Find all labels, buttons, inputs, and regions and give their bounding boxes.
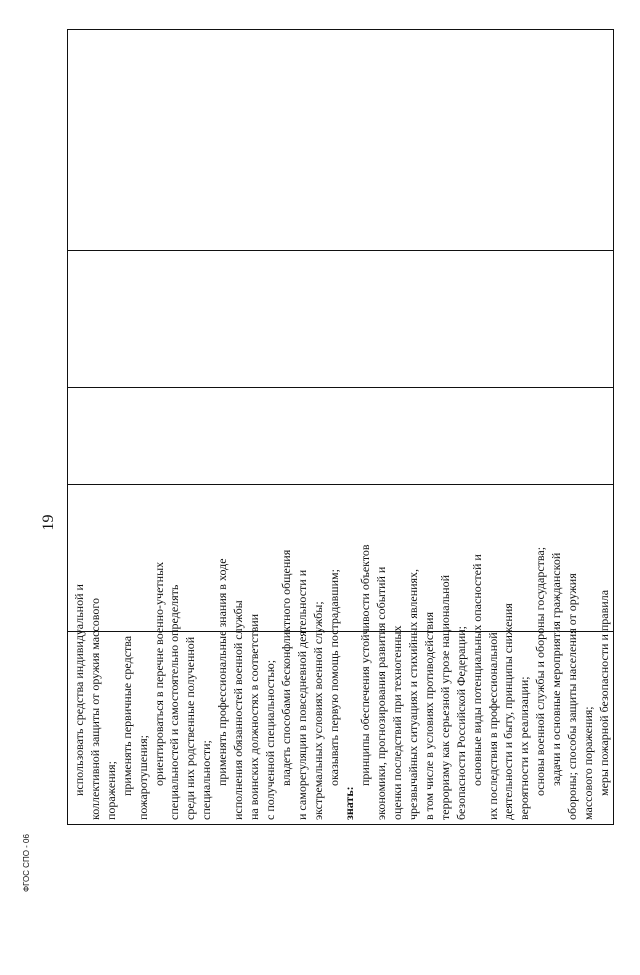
text-line: деятельности и быту, принципы снижения (501, 603, 516, 820)
table-cell (68, 388, 614, 485)
text-line: исполнения обязанностей военной службы (231, 600, 246, 820)
text-line: в том числе в условиях противодействия (421, 611, 436, 820)
text-line: использовать средства индивидуальной и (72, 584, 86, 796)
footer-code: ФГОС СПО - 06 (22, 834, 31, 892)
table-cell (68, 30, 614, 251)
text-line: массового поражения; (581, 706, 595, 820)
text-line: чрезвычайных ситуациях и стихийных явлениях, (406, 568, 421, 820)
text-line: экстремальных условиях военной службы; (310, 601, 325, 820)
text-line: вероятности их реализации; (517, 676, 532, 820)
text-line: терроризму как серьезной угрозе национальной (437, 574, 452, 820)
table-cell (68, 251, 614, 388)
text-line: специальности; (199, 740, 214, 820)
text-line: владеть способами бесконфликтного общения (278, 549, 293, 786)
text-line: обороны; способы защиты населения от оружия (565, 573, 580, 820)
text-line: основные виды потенциальных опасностей и (469, 554, 484, 786)
text-line: применять профессиональные знания в ходе (215, 558, 230, 786)
text-line: задачи и основные мероприятия гражданской (549, 552, 564, 786)
text-line: с полученной специальностью; (262, 659, 277, 820)
standards-table (67, 35, 611, 825)
text-line: на воинских должностях в соответствии (246, 613, 261, 820)
text-line: оценки последствий при техногенных (390, 625, 405, 820)
page-number: 19 (40, 514, 57, 531)
text-line: поражения; (103, 761, 118, 820)
text-line: основы военной службы и обороны государства; (533, 546, 548, 796)
text-line: знать: (342, 786, 357, 820)
text-line: пожаротушения; (135, 735, 150, 820)
text-line: их последствия в профессиональной (485, 632, 500, 820)
text-line: применять первичные средства (119, 635, 134, 796)
text-line: специальностей и самостоятельно определять (167, 584, 182, 820)
text-line: ориентироваться в перечне военно-учетных (151, 561, 166, 786)
text-line: принципы обеспечения устойчивости объектов (358, 544, 373, 786)
competencies-text (68, 544, 613, 824)
text-line: среди них родственные полученной (183, 636, 198, 820)
table-cell-competencies (68, 544, 614, 825)
text-line: экономики, прогнозирования развития событий и (374, 566, 389, 820)
text-line: безопасности Российской Федерации; (453, 625, 468, 820)
text-line: меры пожарной безопасности и правила (596, 589, 611, 796)
text-line: коллективной защиты от оружия массового (87, 598, 102, 820)
text-line: оказывать первую помощь пострадавшим; (326, 569, 341, 786)
text-line: и саморегуляции в повседневной деятельности и (294, 569, 309, 820)
